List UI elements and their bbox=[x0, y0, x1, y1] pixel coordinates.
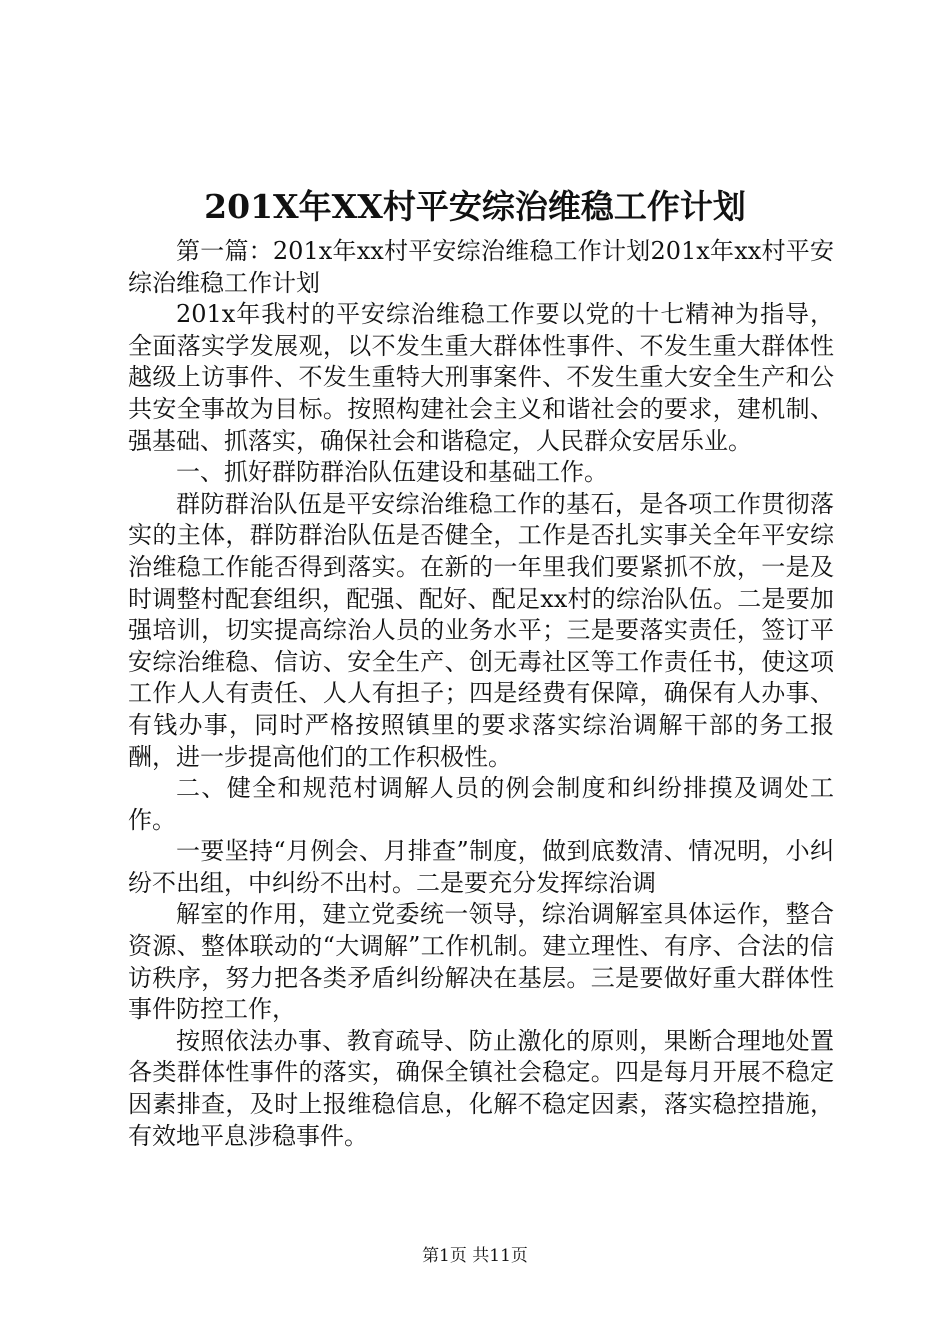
paragraph-heading-first-article: 第一篇：201x年xx村平安综治维稳工作计划201x年xx村平安综治维稳工作计划 bbox=[128, 237, 834, 297]
page-footer: 第1页 共11页 bbox=[422, 1246, 528, 1266]
document-title: 201X年XX村平安综治维稳工作计划 bbox=[204, 187, 746, 226]
paragraph-team-building: 群防群治队伍是平安综治维稳工作的基石，是各项工作贯彻落实的主体，群防群治队伍是否健全，工作是否扎实事关全年平安综治维稳工作能否得到落实。在新的一年里我们要紧抓不放，一是及时调整村配套组织，配强、配好、配足xx村的综治队伍。二是要加强培训，切实提高综治人员的业务水平；三是要落实责任，签订平安综治维稳、信访、安全生产、创无毒社区等工作责任书，使这项工作人人有责任、人人有担子；四是经费有保障，确保有人办事、有钱办事，同时严格按照镇里的要求落实综治调解干部的务工报酬，进一步提高他们的工作积极性。 bbox=[128, 489, 834, 771]
paragraph-intro: 201x年我村的平安综治维稳工作要以党的十七精神为指导，全面落实学发展观，以不发生重大群体性事件、不发生重大群体性越级上访事件、不发生重特大刑事案件、不发生重大安全生产和公共安全事故为目标。按照构建社会主义和谐社会的要求，建机制、强基础、抓落实，确保社会和谐稳定，人民群众安居乐业。 bbox=[128, 300, 834, 455]
paragraph-handling-principles: 按照依法办事、教育疏导、防止激化的原则，果断合理地处置各类群体性事件的落实，确保全镇社会稳定。四是每月开展不稳定因素排查，及时上报维稳信息，化解不稳定因素，落实稳控措施，有效地平息涉稳事件。 bbox=[128, 1026, 834, 1150]
paragraph-monthly-meeting: 一要坚持“月例会、月排查”制度，做到底数清、情况明，小纠纷不出组，中纠纷不出村。二是要充分发挥综治调 bbox=[128, 837, 834, 897]
section-heading-two: 二、健全和规范村调解人员的例会制度和纠纷排摸及调处工作。 bbox=[128, 774, 834, 834]
document-body bbox=[128, 236, 834, 1152]
section-heading-one: 一、抓好群防群治队伍建设和基础工作。 bbox=[176, 458, 608, 487]
paragraph-mediation-room: 解室的作用，建立党委统一领导，综治调解室具体运作，整合资源、整体联动的“大调解”工作机制。建立理性、有序、合法的信访秩序，努力把各类矛盾纠纷解决在基层。三是要做好重大群体性事件防控工作， bbox=[128, 900, 834, 1024]
